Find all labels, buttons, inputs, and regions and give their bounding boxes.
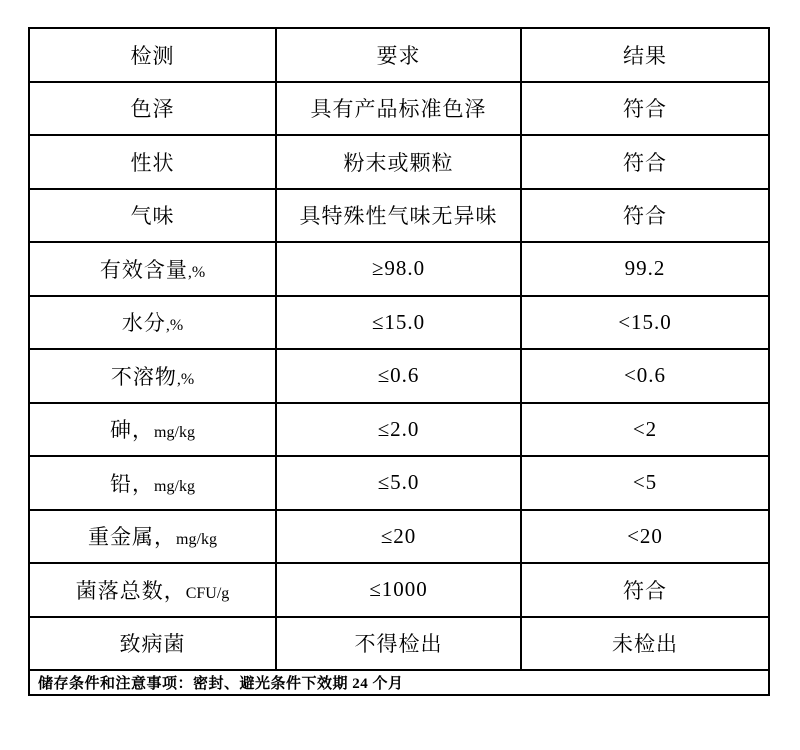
test-unit: ,% — [165, 317, 184, 335]
result-cell: 符合 — [521, 82, 769, 136]
requirement-cell: ≤1000 — [276, 563, 521, 617]
test-name-cell — [29, 296, 276, 350]
test-unit: mg/kg — [154, 477, 195, 495]
test-name-cell — [29, 135, 276, 189]
test-name: 铅， — [110, 471, 155, 496]
test-unit: mg/kg — [154, 424, 195, 442]
result-cell: <0.6 — [521, 349, 769, 403]
result-cell: 未检出 — [521, 617, 769, 671]
test-name-cell — [29, 456, 276, 510]
test-unit: ,% — [187, 263, 206, 281]
table-footer-row — [29, 670, 769, 695]
test-name: 重金属， — [88, 525, 177, 550]
test-name-cell — [29, 349, 276, 403]
requirement-cell: ≤20 — [276, 510, 521, 564]
table-row — [29, 296, 769, 350]
test-name: 菌落总数， — [75, 578, 186, 603]
test-name: 有效含量 — [99, 257, 188, 282]
test-name-cell — [29, 82, 276, 136]
requirement-cell: ≥98.0 — [276, 242, 521, 296]
requirement-cell: 具有产品标准色泽 — [276, 82, 521, 136]
test-name: 不溶物 — [110, 364, 177, 389]
result-cell: 99.2 — [521, 242, 769, 296]
requirement-cell: 不得检出 — [276, 617, 521, 671]
inspection-table — [28, 27, 770, 696]
test-name-cell — [29, 563, 276, 617]
storage-conditions-note: 储存条件和注意事项：密封、避光条件下效期 24 个月 — [29, 670, 769, 695]
result-cell: <15.0 — [521, 296, 769, 350]
requirement-cell: ≤0.6 — [276, 349, 521, 403]
test-name-cell — [29, 189, 276, 243]
result-cell: <5 — [521, 456, 769, 510]
header-test: 检测 — [29, 28, 276, 82]
table-row — [29, 349, 769, 403]
test-unit: CFU/g — [185, 584, 230, 602]
test-name-cell — [29, 617, 276, 671]
requirement-cell: ≤5.0 — [276, 456, 521, 510]
requirement-cell: ≤2.0 — [276, 403, 521, 457]
test-unit: mg/kg — [176, 531, 217, 549]
requirement-cell: 粉末或颗粒 — [276, 135, 521, 189]
test-name-cell — [29, 510, 276, 564]
table-row — [29, 135, 769, 189]
test-name: 色泽 — [130, 97, 175, 122]
test-name: 砷， — [110, 418, 155, 443]
test-name-cell — [29, 242, 276, 296]
result-cell: 符合 — [521, 189, 769, 243]
test-name: 气味 — [130, 204, 175, 229]
result-cell: <20 — [521, 510, 769, 564]
table-row — [29, 242, 769, 296]
header-requirement: 要求 — [276, 28, 521, 82]
table-header-row — [29, 28, 769, 82]
table-row — [29, 403, 769, 457]
table-row — [29, 563, 769, 617]
header-result: 结果 — [521, 28, 769, 82]
requirement-cell: ≤15.0 — [276, 296, 521, 350]
result-cell: <2 — [521, 403, 769, 457]
requirement-cell: 具特殊性气味无异味 — [276, 189, 521, 243]
table-row — [29, 456, 769, 510]
result-cell: 符合 — [521, 135, 769, 189]
table-row — [29, 510, 769, 564]
test-name: 性状 — [130, 150, 175, 175]
table-row — [29, 82, 769, 136]
table-row — [29, 189, 769, 243]
test-name: 水分 — [121, 311, 166, 336]
test-name-cell — [29, 403, 276, 457]
table-row — [29, 617, 769, 671]
test-name: 致病菌 — [119, 632, 186, 657]
test-unit: ,% — [176, 370, 195, 388]
result-cell: 符合 — [521, 563, 769, 617]
